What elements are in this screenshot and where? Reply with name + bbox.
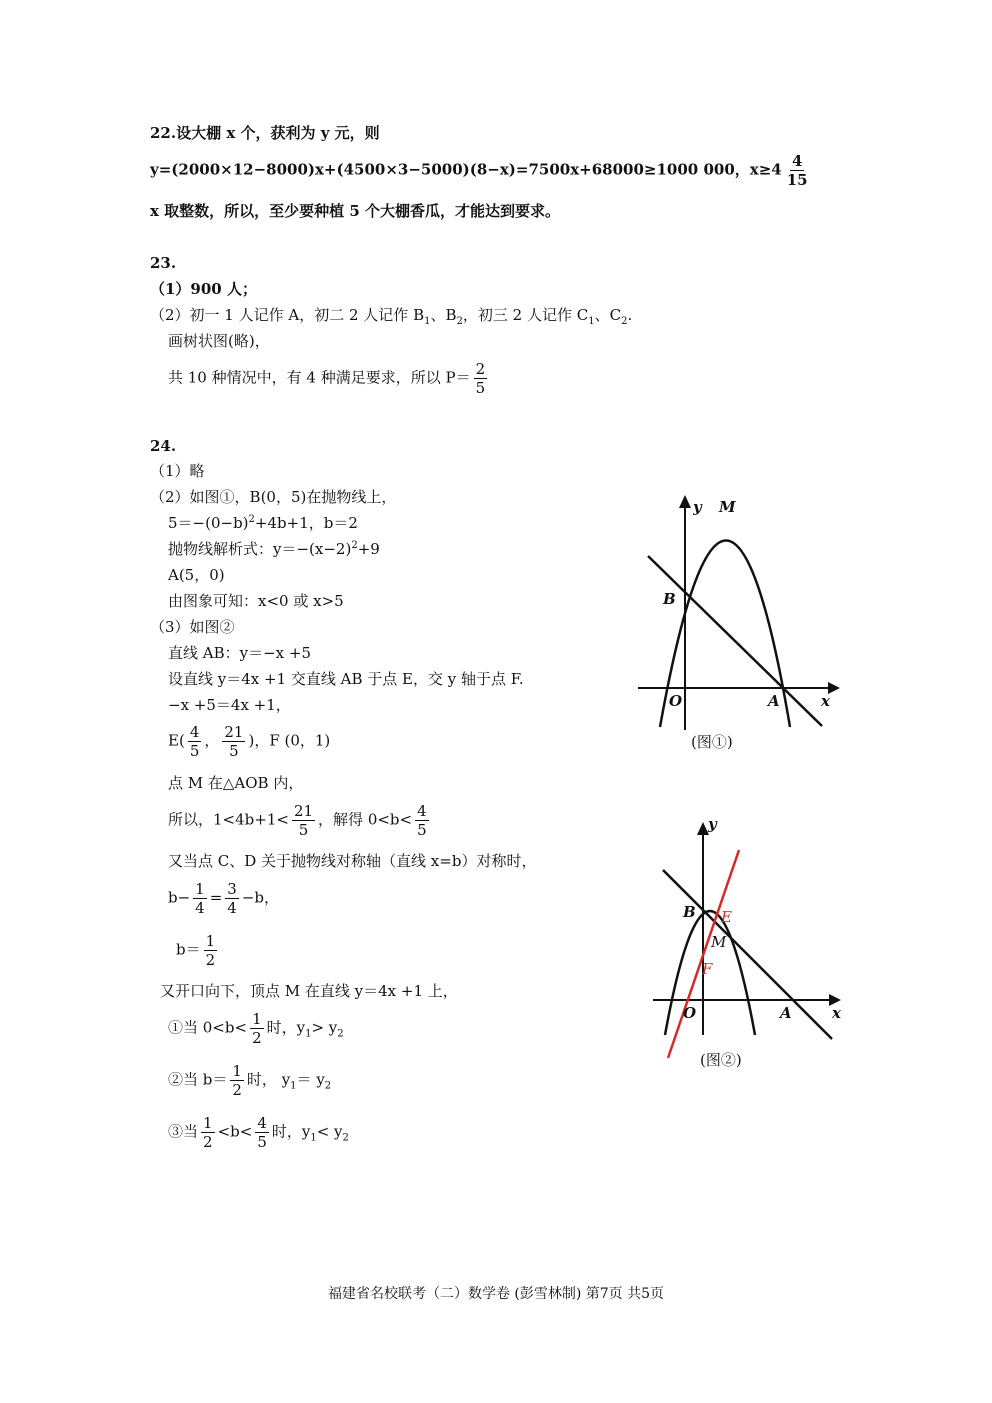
case3-c: 时，y: [271, 1122, 311, 1141]
p23-part2-text: （2）初一 1 人记作 A，初二 2 人记作 B: [150, 306, 425, 324]
fig1-caption: (图①): [691, 733, 733, 751]
p24-line15-frac2: [225, 880, 239, 917]
fig2-label-b: B: [683, 903, 696, 921]
fig2-label-f: F: [702, 960, 713, 978]
frac-den: 2: [232, 1081, 242, 1099]
p23-part2: [150, 305, 632, 325]
frac-num: 1: [203, 1114, 213, 1132]
case3-sub1: 1: [310, 1132, 317, 1144]
frac-num: 21: [224, 723, 244, 741]
p24-line16-frac: [204, 932, 218, 969]
p23-frac-den: 5: [475, 379, 486, 397]
fig1-y-arrow: [679, 495, 691, 508]
case1-frac: [250, 1010, 264, 1047]
p24-title: 24.: [150, 437, 177, 455]
case1-c: > y: [311, 1018, 338, 1037]
p23-tree: 画树状图(略)，: [168, 332, 270, 350]
case1-a: ①当 0<b<: [168, 1018, 248, 1037]
p24-line15-frac1: [193, 880, 207, 917]
p24-line9: 设直线 y＝4x +1 交直线 AB 于点 E，交 y 轴于点 F.: [168, 670, 524, 688]
p24-line17: 又开口向下，顶点 M 在直线 y＝4x +1 上，: [160, 982, 458, 1000]
p24-line12: 点 M 在△AOB 内，: [168, 774, 304, 792]
p24-line13-frac1: [292, 802, 315, 839]
p24-line4-sup: 2: [351, 540, 358, 551]
case3-frac2: [255, 1114, 269, 1151]
p22-frac-num: 4: [791, 152, 803, 170]
p24-line14: 又当点 C、D 关于抛物线对称轴（直线 x=b）对称时，: [168, 852, 537, 870]
p22-equation-main: y=(2000×12−8000)x+(4500×3−5000)(8−x)=7500x+68000≥1000 000，x≥4: [150, 160, 782, 179]
p23-part2-m1: 、B: [430, 306, 457, 324]
frac-den: 2: [252, 1029, 262, 1047]
page-footer: 福建省名校联考（二）数学卷 (彭雪林制) 第7页 共5页: [327, 1286, 665, 1302]
p22-frac-den: 15: [786, 171, 808, 189]
case3-d: < y: [316, 1122, 343, 1141]
p24-line11-a: E(: [168, 731, 185, 750]
p24-line4-b: +9: [357, 540, 380, 558]
frac-num: 1: [232, 1062, 242, 1080]
p24-line15: [168, 880, 279, 917]
fig1-label-o: O: [669, 692, 683, 710]
frac-den: 5: [257, 1133, 267, 1151]
p23-sub-c2: 2: [621, 316, 628, 327]
p24-line11-b: ，: [204, 731, 220, 750]
p24-case2: [168, 1062, 331, 1099]
p22-fraction: [785, 152, 810, 189]
fig2-label-y: y: [708, 815, 717, 833]
p24-line3-sup: 2: [248, 514, 255, 525]
fig1-label-m: M: [719, 498, 736, 516]
p24-line15-b: =: [209, 888, 223, 907]
p24-line15-c: −b，: [241, 888, 280, 907]
p24-line3-a: 5＝−(0−b): [168, 514, 249, 532]
p22-title: 22.设大棚 x 个，获利为 y 元，则: [150, 124, 380, 142]
p24-line13-frac2: [415, 802, 429, 839]
frac-num: 4: [417, 802, 427, 820]
fig2-caption: (图②): [700, 1051, 742, 1069]
fig2-label-o: O: [683, 1004, 697, 1022]
p24-line11: [168, 723, 330, 760]
fig1-label-b: B: [663, 590, 676, 608]
p22-conclusion: x 取整数，所以，至少要种植 5 个大棚香瓜，才能达到要求。: [150, 202, 561, 220]
p24-line13-b: ，解得 0<b<: [318, 810, 413, 829]
frac-num: 3: [227, 880, 237, 898]
figure-1: [630, 490, 850, 735]
p23-part2-m2: ，初三 2 人记作 C: [462, 306, 589, 324]
case1-sub2: 2: [337, 1028, 344, 1040]
p23-sub-b2: 2: [456, 316, 463, 327]
case3-sub2: 2: [342, 1132, 349, 1144]
case2-frac: [230, 1062, 244, 1099]
p24-line3: [168, 513, 358, 533]
fig1-label-a: A: [768, 692, 780, 710]
p24-case3: [168, 1114, 349, 1151]
case3-a: ③当: [168, 1122, 199, 1141]
p23-sub-c1: 1: [588, 316, 595, 327]
p24-line11-frac1: [188, 723, 202, 760]
frac-den: 5: [417, 821, 427, 839]
frac-den: 5: [229, 742, 239, 760]
case1-b: 时，y: [266, 1018, 306, 1037]
frac-den: 4: [195, 899, 205, 917]
p23-result-fraction: [474, 360, 488, 397]
p23-sub-b1: 1: [424, 316, 431, 327]
fig1-label-y: y: [693, 498, 702, 516]
frac-den: 4: [227, 899, 237, 917]
p24-line8: 直线 AB：y＝−x +5: [168, 644, 312, 662]
p24-line7: （3）如图②: [150, 618, 235, 636]
p22-equation: [150, 152, 813, 189]
p23-frac-num: 2: [475, 360, 486, 378]
frac-den: 5: [298, 821, 309, 839]
fig2-label-a: A: [780, 1004, 792, 1022]
frac-num: 1: [195, 880, 205, 898]
frac-num: 1: [252, 1010, 262, 1028]
p24-case1: [168, 1010, 344, 1047]
p23-part1: （1）900 人；: [150, 280, 257, 298]
p23-result: [168, 360, 490, 397]
p24-line16: [176, 932, 220, 969]
frac-num: 4: [189, 723, 200, 741]
frac-den: 5: [189, 742, 200, 760]
figure-2: [645, 815, 855, 1065]
p24-line10: −x +5＝4x +1，: [168, 696, 291, 714]
case2-sub1: 1: [290, 1080, 297, 1092]
p24-line6: 由图象可知：x<0 或 x>5: [168, 592, 344, 610]
p24-line16-a: b＝: [176, 940, 201, 959]
case2-c: ＝ y: [296, 1070, 325, 1089]
p24-line13: [168, 802, 432, 839]
p23-result-text: 共 10 种情况中，有 4 种满足要求，所以 P＝: [168, 368, 471, 387]
p24-line4: [168, 539, 380, 559]
fig2-label-x: x: [832, 1004, 841, 1022]
p23-part2-m3: 、C: [594, 306, 622, 324]
p24-line13-a: 所以，1<4b+1<: [168, 810, 289, 829]
p23-title: 23.: [150, 254, 177, 272]
frac-den: 2: [203, 1133, 213, 1151]
case3-frac1: [201, 1114, 215, 1151]
p24-line3-b: +4b+1，b＝2: [254, 514, 358, 532]
p23-part2-end: .: [627, 306, 633, 324]
p24-line2: （2）如图①，B(0，5)在抛物线上，: [150, 488, 397, 506]
frac-num: 1: [205, 932, 216, 950]
case1-sub1: 1: [305, 1028, 312, 1040]
p24-line5: A(5，0): [168, 566, 225, 584]
p24-line4-a: 抛物线解析式：y＝−(x−2): [168, 540, 352, 558]
case2-b: 时， y: [246, 1070, 291, 1089]
frac-den: 2: [205, 951, 216, 969]
p24-line1: （1）略: [150, 462, 205, 480]
p24-line11-frac2: [222, 723, 245, 760]
fig2-label-m: M: [711, 933, 727, 951]
frac-num: 4: [257, 1114, 267, 1132]
p24-line11-c: )，F (0，1): [248, 731, 331, 750]
frac-num: 21: [293, 802, 314, 820]
case2-sub2: 2: [324, 1080, 332, 1092]
fig2-label-e: E: [721, 908, 732, 926]
fig1-label-x: x: [821, 692, 830, 710]
p24-line15-a: b−: [168, 888, 191, 907]
case2-a: ②当 b＝: [168, 1070, 228, 1089]
case3-b: <b<: [217, 1122, 253, 1141]
